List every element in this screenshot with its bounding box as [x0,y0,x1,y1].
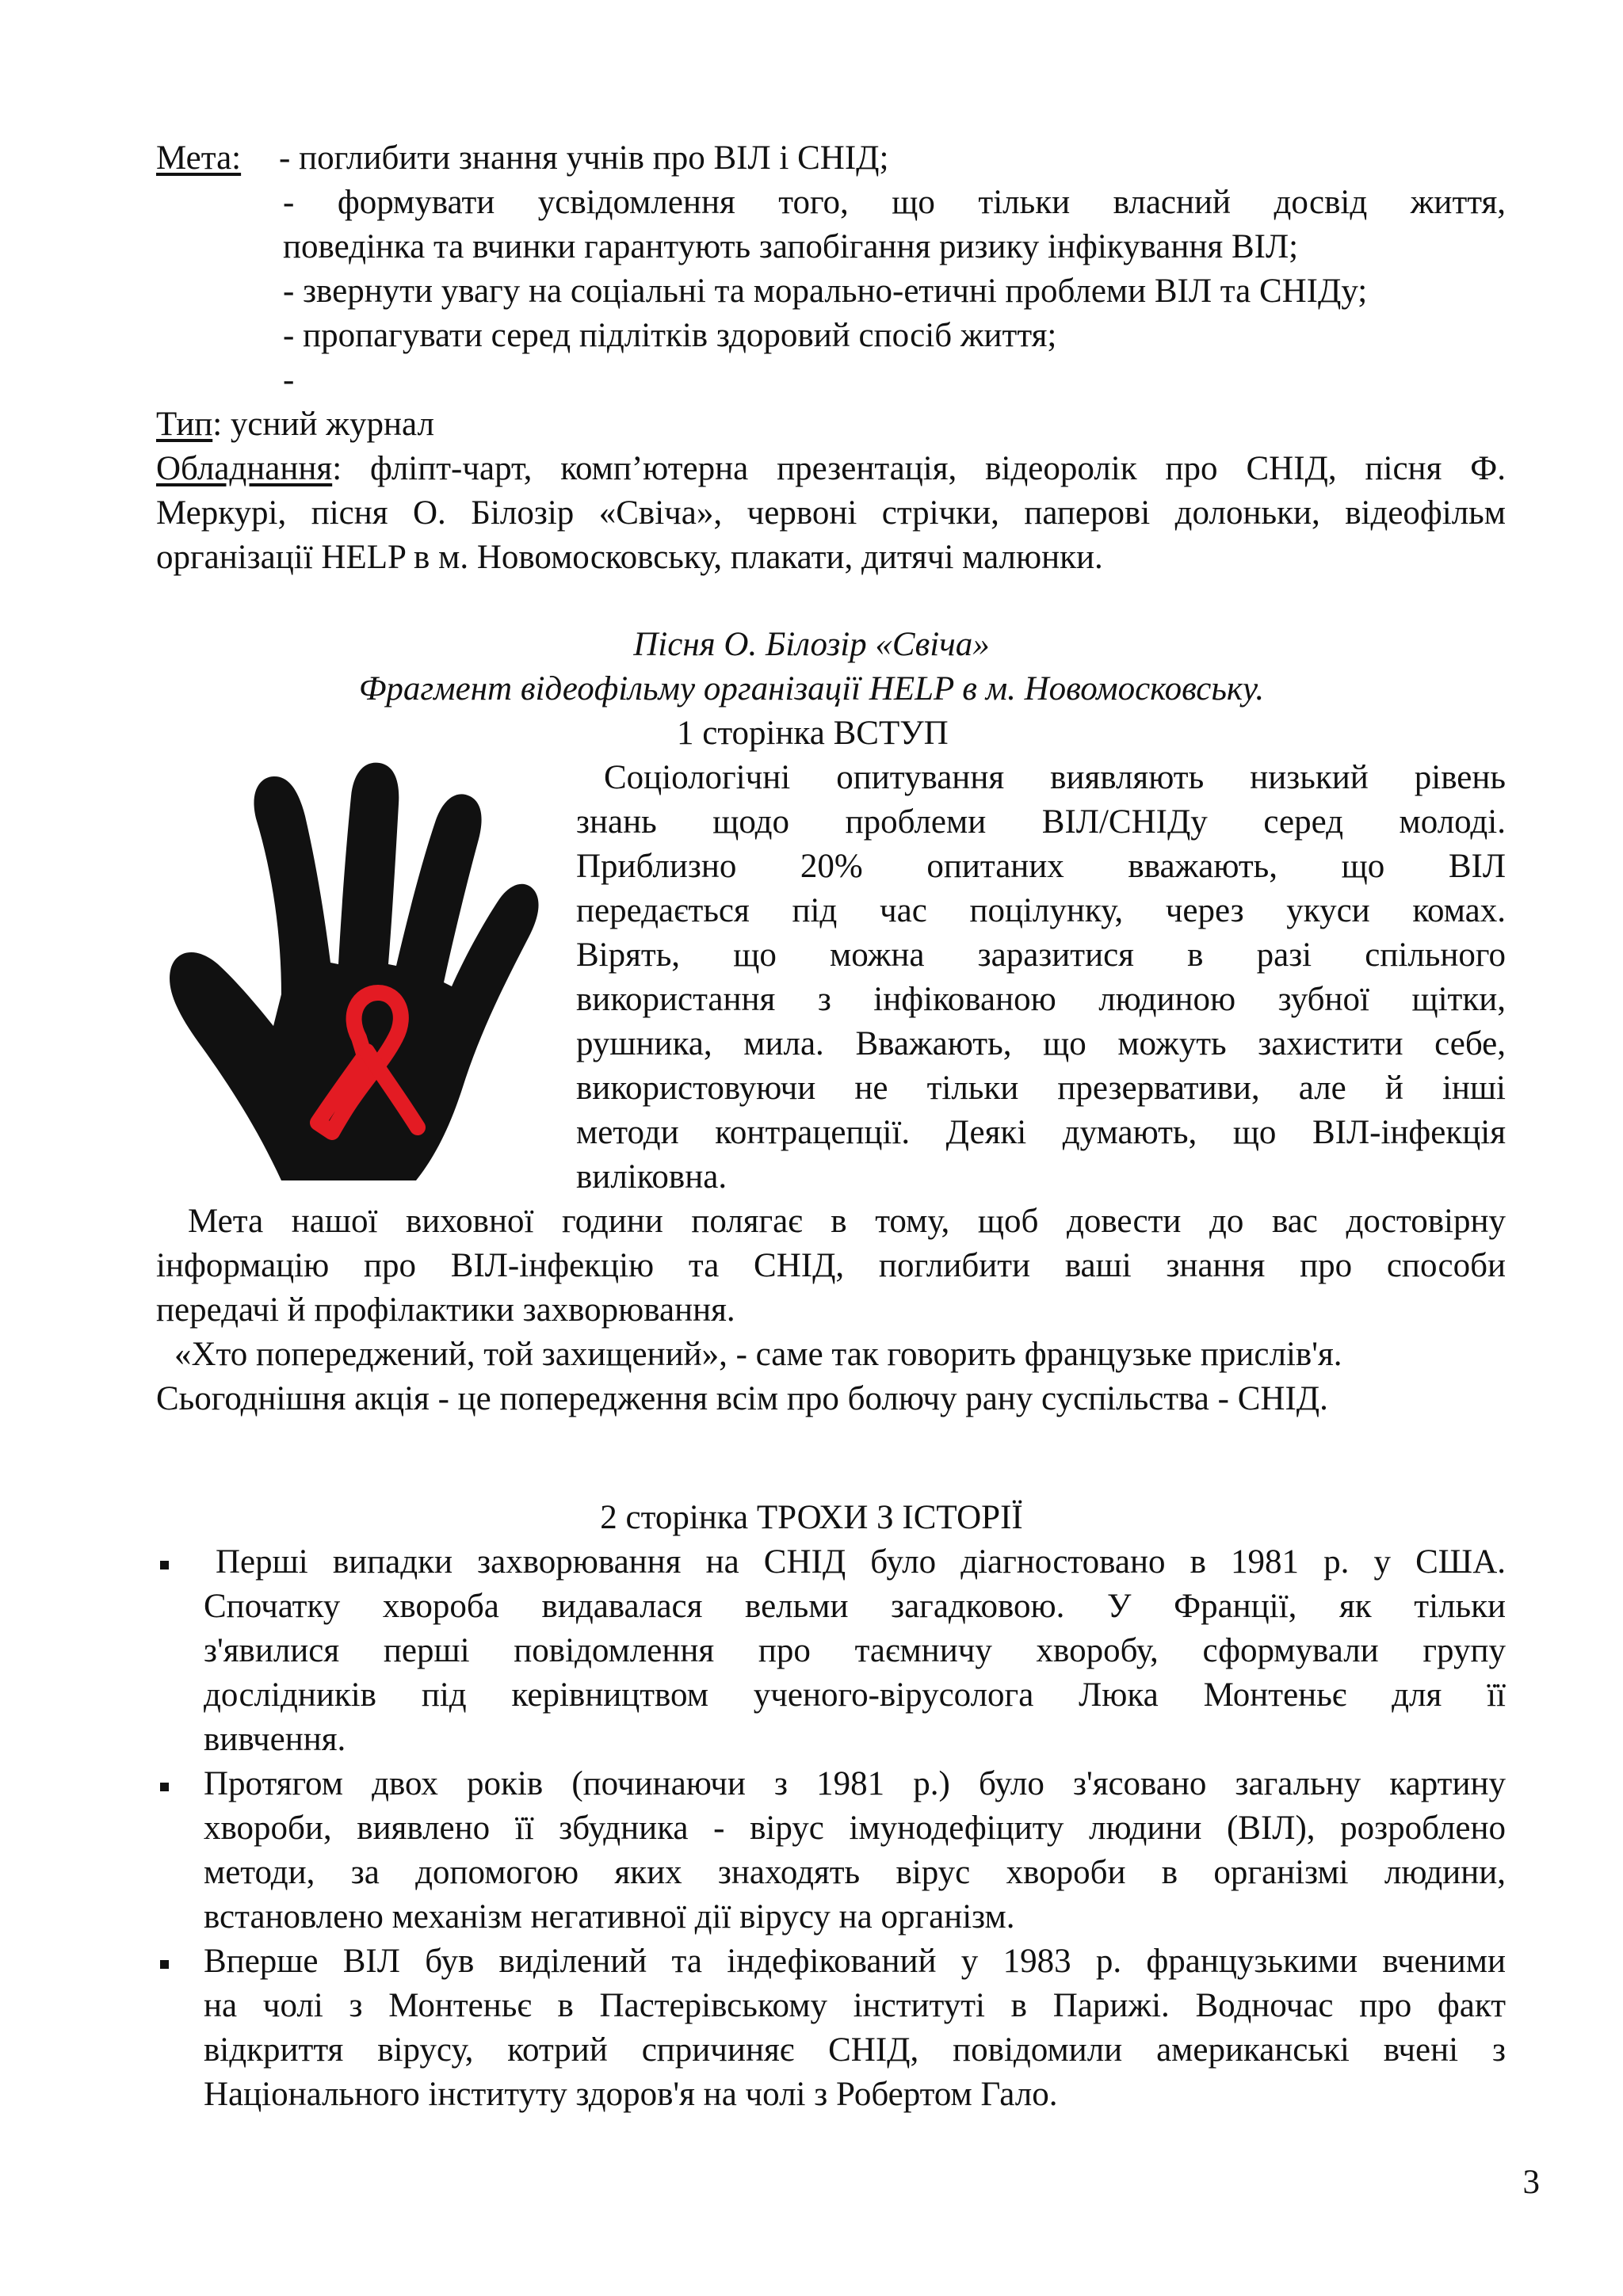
history-b2-line-4: встановлено механізм негативної дії вірусу на організм. [204,1898,1015,1936]
intro-line-1: Соціологічні опитування виявляють низький рівень [604,759,1506,796]
intro-line-4: передається під час поцілунку, через укуси комах. [576,892,1506,929]
history-b1-line-5: вивчення. [204,1721,346,1758]
purpose-line-1: Мета нашої виховної години полягає в тому, щоб довести до вас достовірну [188,1203,1506,1240]
bullet-marker-3 [160,1960,169,1969]
history-b2-line-3: методи, за допомогою яких знаходять вірус хвороби в організмі людини, [204,1854,1506,1891]
purpose-line-2: інформацію про ВІЛ-інфекцію та СНІД, поглибити ваші знання про способи [156,1247,1506,1284]
section1-heading: 1 сторінка ВСТУП [677,715,949,752]
intro-line-2: знань щодо проблеми ВІЛ/СНІДу серед молоді. [576,803,1506,841]
history-b3-line-4: Національного інституту здоров'я на чолі з Робертом Гало. [204,2076,1058,2113]
intro-line-6: використання з інфікованою людиною зубної щітки, [576,981,1506,1018]
bullet-marker-2 [160,1783,169,1791]
intro-line-8: використовуючи не тільки презервативи, але й інші [576,1070,1506,1107]
equipment-label: Обладнання [156,450,333,487]
goal-line-3: поведінка та вчинки гарантують запобігання ризику інфікування ВІЛ; [283,228,1299,265]
intro-line-9: методи контрацепції. Деякі думають, що ВІЛ-інфекція [576,1114,1506,1151]
goal-label: Мета: [156,139,242,177]
song-line: Пісня О. Білозір «Свіча» [633,626,990,663]
history-b1-line-3: з'явилися перші повідомлення про таємничу хворобу, сформували групу [204,1632,1506,1669]
intro-line-5: Вірять, що можна заразитися в разі спільного [576,936,1506,974]
proverb-line-1: «Хто попереджений, той захищений», - саме так говорить французьке прислів'я. [174,1336,1342,1373]
goal-line-5: - пропагувати серед підлітків здоровий спосіб життя; [283,317,1057,354]
intro-line-7: рушника, мила. Вважають, що можуть захистити себе, [576,1025,1506,1062]
type-label: Тип [156,406,213,443]
equipment-line-2: Меркурі, пісня О. Білозір «Свіча», червоні стрічки, паперові долоньки, відеофільм [156,494,1506,532]
goal-line-4: - звернути увагу на соціальні та морально-етичні проблеми ВІЛ та СНІДу; [283,273,1368,310]
hand-with-red-ribbon-icon [162,757,559,1180]
goal-line-1: - поглибити знання учнів про ВІЛ і СНІД; [279,139,889,177]
goal-line-6: - [283,361,295,399]
type-line [156,402,434,447]
history-b1-line-2: Спочатку хвороба видавалася вельми загадковою. У Франції, як тільки [204,1588,1506,1625]
history-b2-line-1: Протягом двох років (починаючи з 1981 р.) було з'ясовано загальну картину [204,1765,1506,1802]
video-fragment-line: Фрагмент відеофільму організації HELP в м. Новомосковську. [358,670,1265,707]
history-b3-line-1: Вперше ВІЛ був виділений та індефікований у 1983 р. французькими вченими [204,1943,1506,1980]
page-number: 3 [1522,2164,1540,2201]
purpose-line-3: передачі й профілактики захворювання. [156,1291,735,1329]
history-b3-line-2: на чолі з Монтеньє в Пастерівському інституті в Парижі. Водночас про факт [204,1987,1506,2024]
goal-line-2: - формувати усвідомлення того, що тільки власний досвід життя, [283,184,1506,221]
proverb-line-2: Сьогоднішня акція - це попередження всім про болючу рану суспільства - СНІД. [156,1380,1328,1417]
intro-line-10: виліковна. [576,1158,727,1196]
equipment-line-3: організації HELP в м. Новомосковську, плакати, дитячі малюнки. [156,539,1103,576]
history-b3-line-3: відкриття вірусу, котрий спричиняє СНІД, повідомили американські вчені з [204,2031,1506,2069]
history-b1-line-4: дослідників під керівництвом ученого-вірусолога Люка Монтеньє для її [204,1676,1506,1714]
equipment-line-1 [156,447,1506,491]
type-text: : усний журнал [212,406,434,443]
equipment-text-1: : фліпт-чарт, комп’ютерна презентація, відеоролік про СНІД, пісня Ф. [332,450,1506,487]
bullet-marker-1 [160,1561,169,1569]
section2-heading: 2 сторінка ТРОХИ З ІСТОРІЇ [600,1499,1023,1536]
history-b1-line-1: Перші випадки захворювання на СНІД було діагностовано в 1981 р. у США. [216,1543,1506,1581]
history-b2-line-2: хвороби, виявлено її збудника - вірус імунодефіциту людини (ВІЛ), розроблено [204,1810,1506,1847]
intro-line-3: Приблизно 20% опитаних вважають, що ВІЛ [576,848,1506,885]
